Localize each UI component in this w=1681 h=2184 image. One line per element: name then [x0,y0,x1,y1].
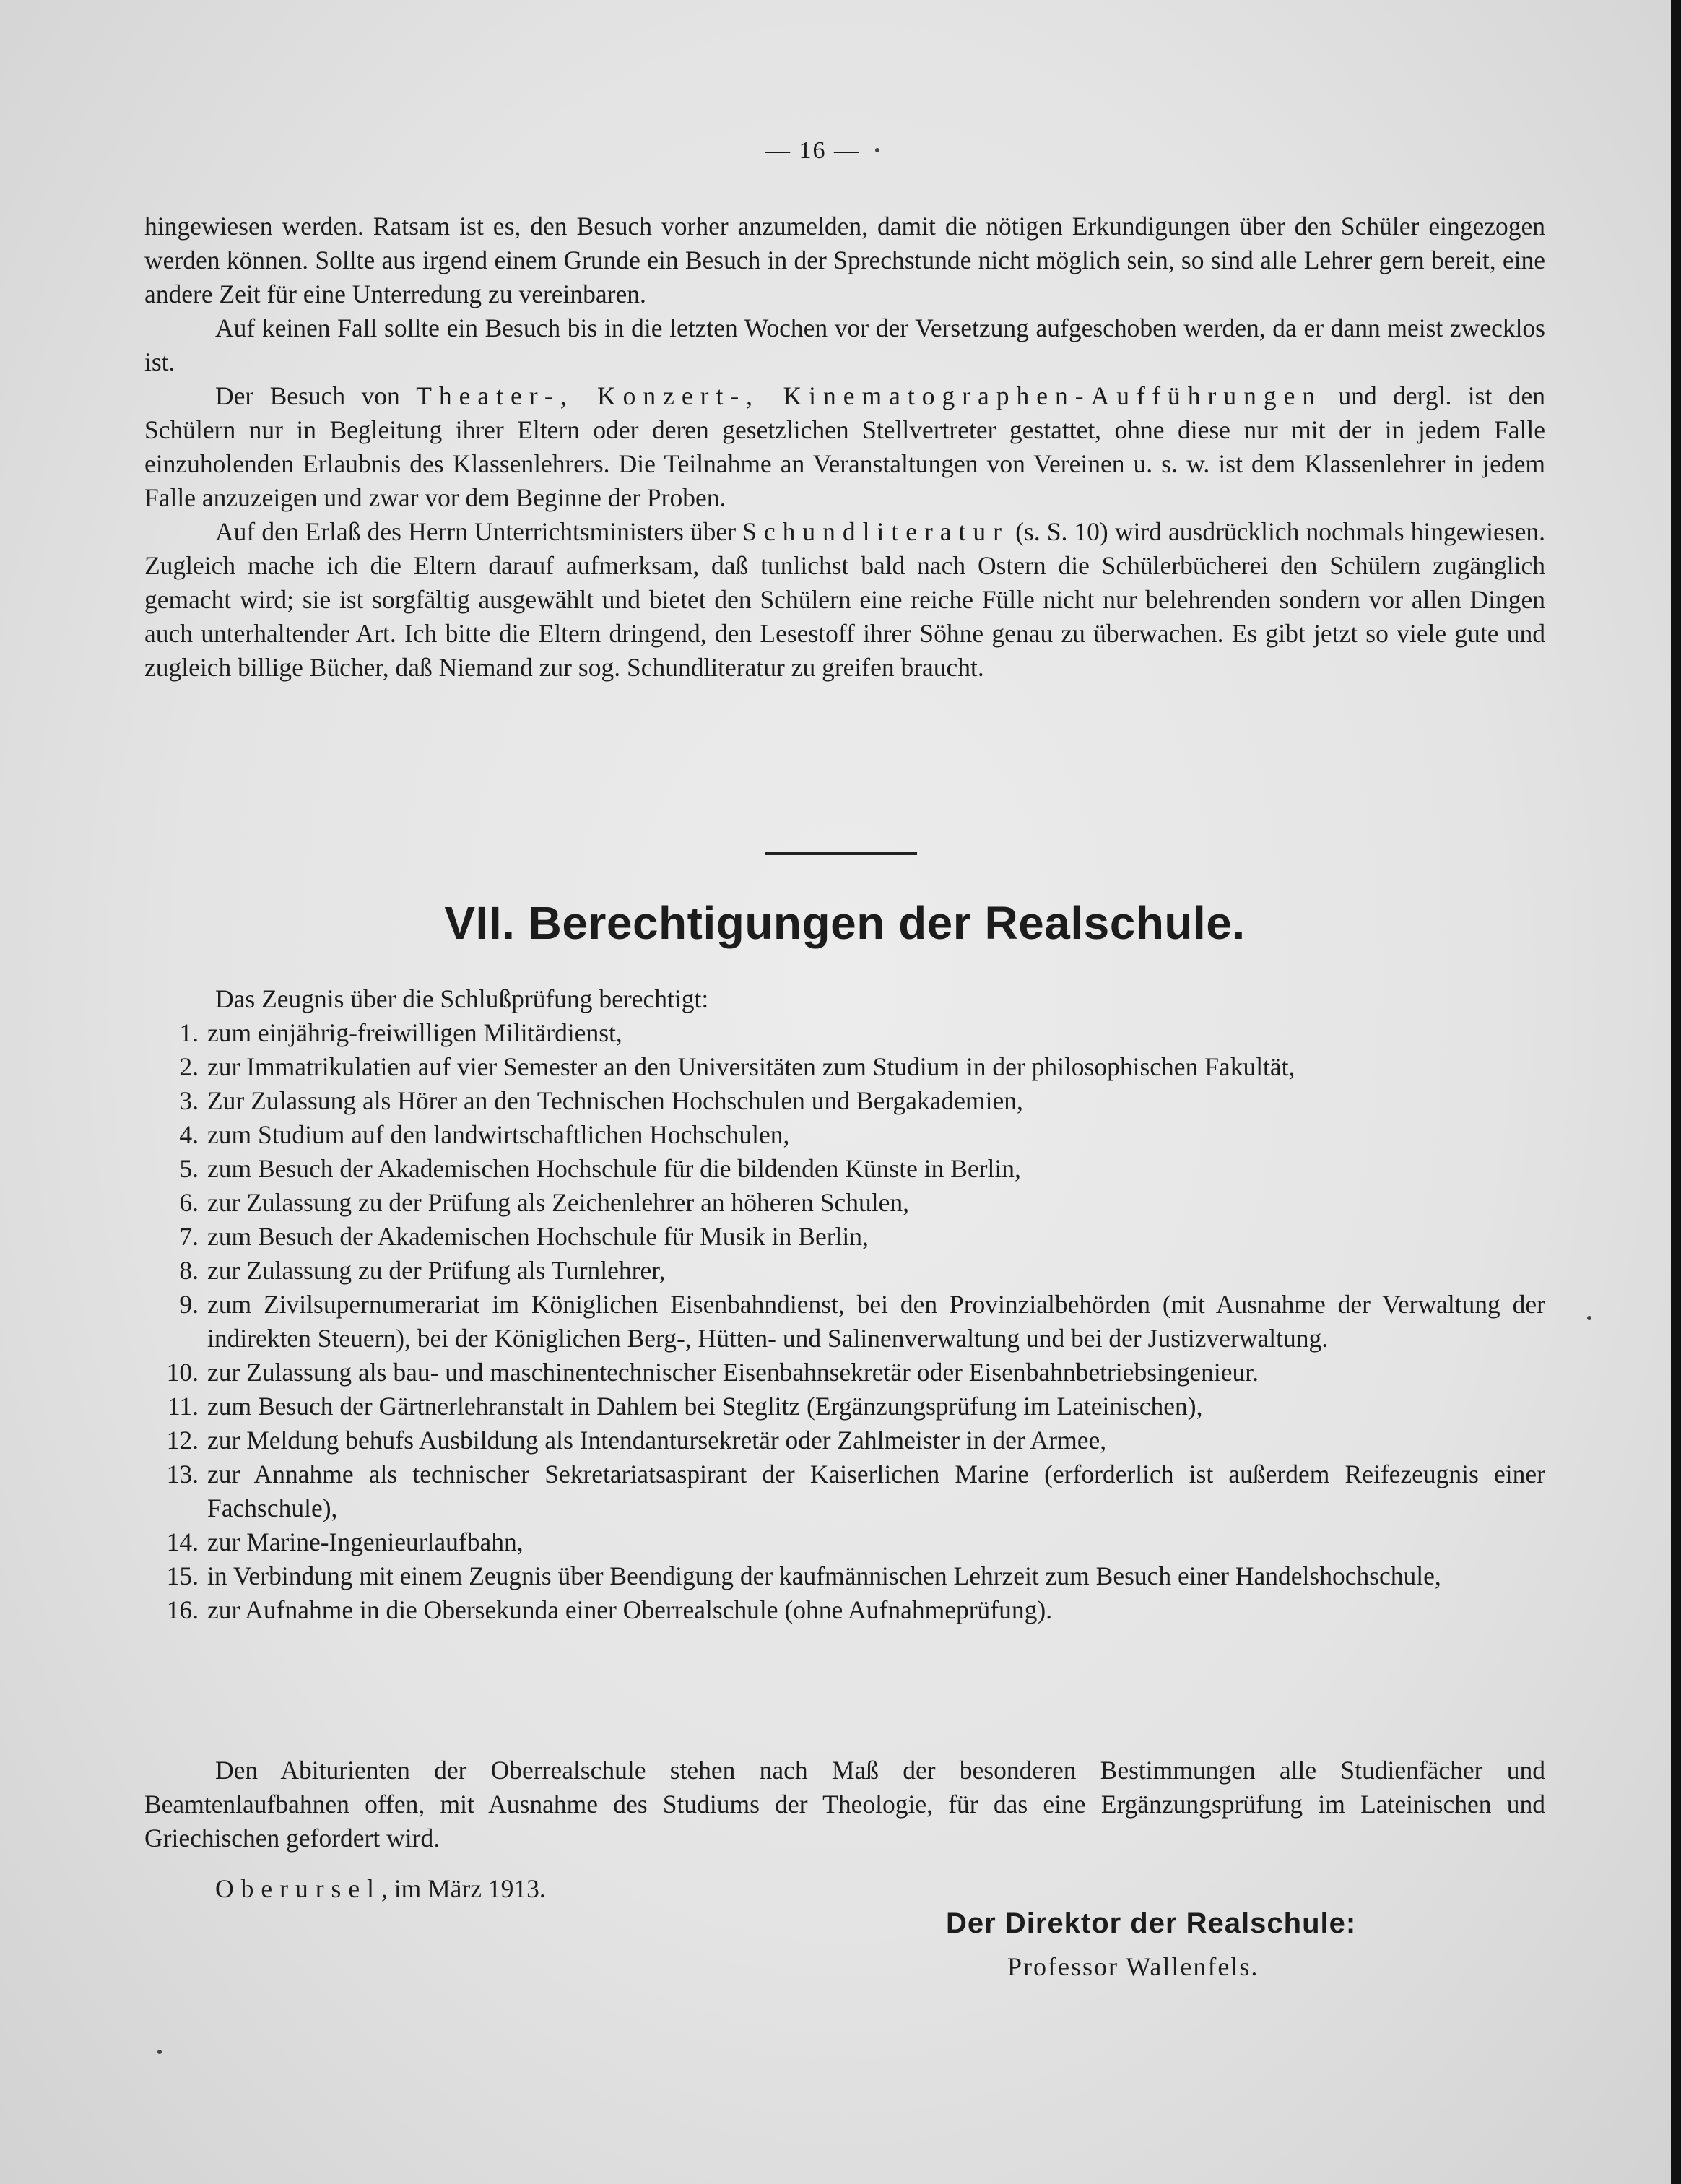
ink-speck [875,148,879,152]
section-title: VII. Berechtigungen der Realschule. [444,897,1246,949]
entitlements-list [144,1016,1545,1627]
list-item [144,1152,1545,1186]
list-item-number: 3. [179,1086,199,1115]
list-item [144,1356,1545,1390]
paragraph-no-late-visits: Auf keinen Fall sollte ein Besuch bis in die letzten Wochen vor der Versetzung aufgeschoben werden, da er dann meist zwecklos ist. [144,313,1545,376]
spaced-emphasis-schundliteratur: Schundliteratur [742,517,1009,546]
list-item-text: zum Besuch der Akademischen Hochschule für die bildenden Künste in Berlin, [207,1154,1021,1183]
ink-speck [1587,1316,1591,1320]
list-item-number: 5. [179,1154,199,1183]
list-item-text: zur Zulassung zu der Prüfung als Turnlehrer, [207,1256,666,1285]
list-item-number: 7. [179,1222,199,1251]
paragraph-theater [144,379,1545,515]
paragraph-visits: hingewiesen werden. Ratsam ist es, den Besuch vorher anzumelden, damit die nötigen Erkundigungen über den Schüler eingezogen werden können. Sollte aus irgend einem Grunde ein Besuch in der Sprechstunde nicht möglich sein, so sind alle Lehrer gern bereit, eine andere Zeit für eine Unterredung zu vereinbaren. [144,212,1545,308]
signature-name: Professor Wallenfels. [1007,1952,1259,1981]
list-item-number: 14. [166,1528,199,1556]
spaced-emphasis-theater: Theater-, Konzert-, Kinematographen-Aufführungen [416,381,1323,410]
body-text-block [144,209,1545,685]
list-item [144,1016,1545,1050]
list-item-text: zur Zulassung als bau- und maschinentechnischer Eisenbahnsekretär oder Eisenbahnbetriebsingenieur. [207,1358,1259,1387]
list-item-number: 2. [179,1052,199,1081]
list-item-number: 9. [179,1290,199,1319]
place-date [215,1872,546,1906]
list-item [144,1457,1545,1525]
list-item-number: 15. [166,1561,199,1590]
list-item-number: 4. [179,1120,199,1149]
ink-speck [157,2050,162,2054]
list-item [144,1118,1545,1152]
list-item-number: 13. [166,1460,199,1488]
list-item-text: zur Immatrikulatien auf vier Semester an den Universitäten zum Studium in der philosophischen Fakultät, [207,1052,1295,1081]
list-item-text: Zur Zulassung als Hörer an den Technischen Hochschulen und Bergakademien, [207,1086,1023,1115]
list-item-text: zur Aufnahme in die Obersekunda einer Oberrealschule (ohne Aufnahmeprüfung). [207,1595,1053,1624]
paragraph-schund-rest: (s. S. 10) wird ausdrücklich nochmals hingewiesen. Zugleich mache ich die Eltern darauf aufmerksam, daß tunlichst bald nach Ostern die Schülerbücherei den Schülern zugänglich gemacht wird; sie ist sorgfältig ausgewählt und bietet den Schülern eine reiche Fülle nicht nur belehrenden sondern vor allen Dingen auch unterhaltender Art. Ich bitte die Eltern dringend, den Lesestoff ihrer Söhne genau zu überwachen. Es gibt jetzt so viele gute und zugleich billige Bücher, daß Niemand zur sog. Schundliteratur zu greifen braucht. [144,517,1545,682]
list-item-number: 12. [166,1426,199,1455]
page-number: — 16 — [765,137,860,164]
section-divider [765,852,917,855]
list-item [144,1593,1545,1627]
list-item-text: zur Marine-Ingenieurlaufbahn, [207,1528,524,1556]
paragraph-schundliteratur [144,515,1545,685]
list-item-text: zur Meldung behufs Ausbildung als Intendantursekretär oder Zahlmeister in der Armee, [207,1426,1107,1455]
paragraph-schund-lead: Auf den Erlaß des Herrn Unterrichtsministers über [215,517,743,546]
list-item [144,1084,1545,1118]
list-item [144,1050,1545,1084]
list-item-text: zur Annahme als technischer Sekretariatsaspirant der Kaiserlichen Marine (erforderlich ist außerdem Reifezeugnis einer Fachschule), [207,1460,1545,1522]
list-item [144,1186,1545,1220]
list-item [144,1390,1545,1424]
list-item-text: zum Besuch der Gärtnerlehranstalt in Dahlem bei Steglitz (Ergänzungsprüfung im Lateinischen), [207,1392,1203,1421]
list-item-text: zum Zivilsupernumerariat im Königlichen Eisenbahndienst, bei den Provinzialbehörden (mit Ausnahme der Verwaltung der indirekten Steuern), bei der Königlichen Berg-, Hütten- und Salinenverwaltung und bei der Justizverwaltung. [207,1290,1545,1353]
list-item-number: 16. [166,1595,199,1624]
place-name: Oberursel [215,1874,381,1903]
list-item-text: zum Besuch der Akademischen Hochschule für Musik in Berlin, [207,1222,869,1251]
list-item-text: zur Zulassung zu der Prüfung als Zeichenlehrer an höheren Schulen, [207,1188,909,1217]
list-item-number: 10. [166,1358,199,1387]
paragraph-theater-lead: Der Besuch von [215,381,417,410]
list-item [144,1220,1545,1254]
paragraph-theater-rest: und dergl. ist den Schülern nur in Begleitung ihrer Eltern oder deren gesetzlichen Stellvertreter gestattet, ohne diese nur mit der in jedem Falle einzuholenden Erlaubnis des Klassenlehrers. Die Teilnahme an Veranstaltungen von Vereinen u. s. w. ist dem Klassenlehrer in jedem Falle anzuzeigen und zwar vor dem Beginne der Proben. [144,381,1545,512]
scan-edge-shadow [1671,0,1681,2184]
section-intro: Das Zeugnis über die Schlußprüfung berechtigt: [215,984,709,1013]
list-item-text: zum Studium auf den landwirtschaftlichen Hochschulen, [207,1120,790,1149]
list-item-number: 11. [167,1392,199,1421]
list-item [144,1525,1545,1559]
closing-paragraph: Den Abiturienten der Oberrealschule stehen nach Maß der besonderen Bestimmungen alle Studienfächer und Beamtenlaufbahnen offen, mit Ausnahme des Studiums der Theologie, für das eine Ergänzungsprüfung im Lateinischen und Griechischen gefordert wird. [144,1756,1545,1852]
signature-title: Der Direktor der Realschule: [946,1907,1357,1939]
list-item [144,1288,1545,1356]
list-item-number: 6. [179,1188,199,1217]
list-item [144,1424,1545,1457]
list-item [144,1559,1545,1593]
list-item-text: zum einjährig-freiwilligen Militärdienst, [207,1018,622,1047]
list-item-number: 8. [179,1256,199,1285]
date-text: , im März 1913. [381,1874,546,1903]
list-item-number: 1. [179,1018,199,1047]
list-item [144,1254,1545,1288]
list-item-text: in Verbindung mit einem Zeugnis über Beendigung der kaufmännischen Lehrzeit zum Besuch einer Handelshochschule, [207,1561,1441,1590]
